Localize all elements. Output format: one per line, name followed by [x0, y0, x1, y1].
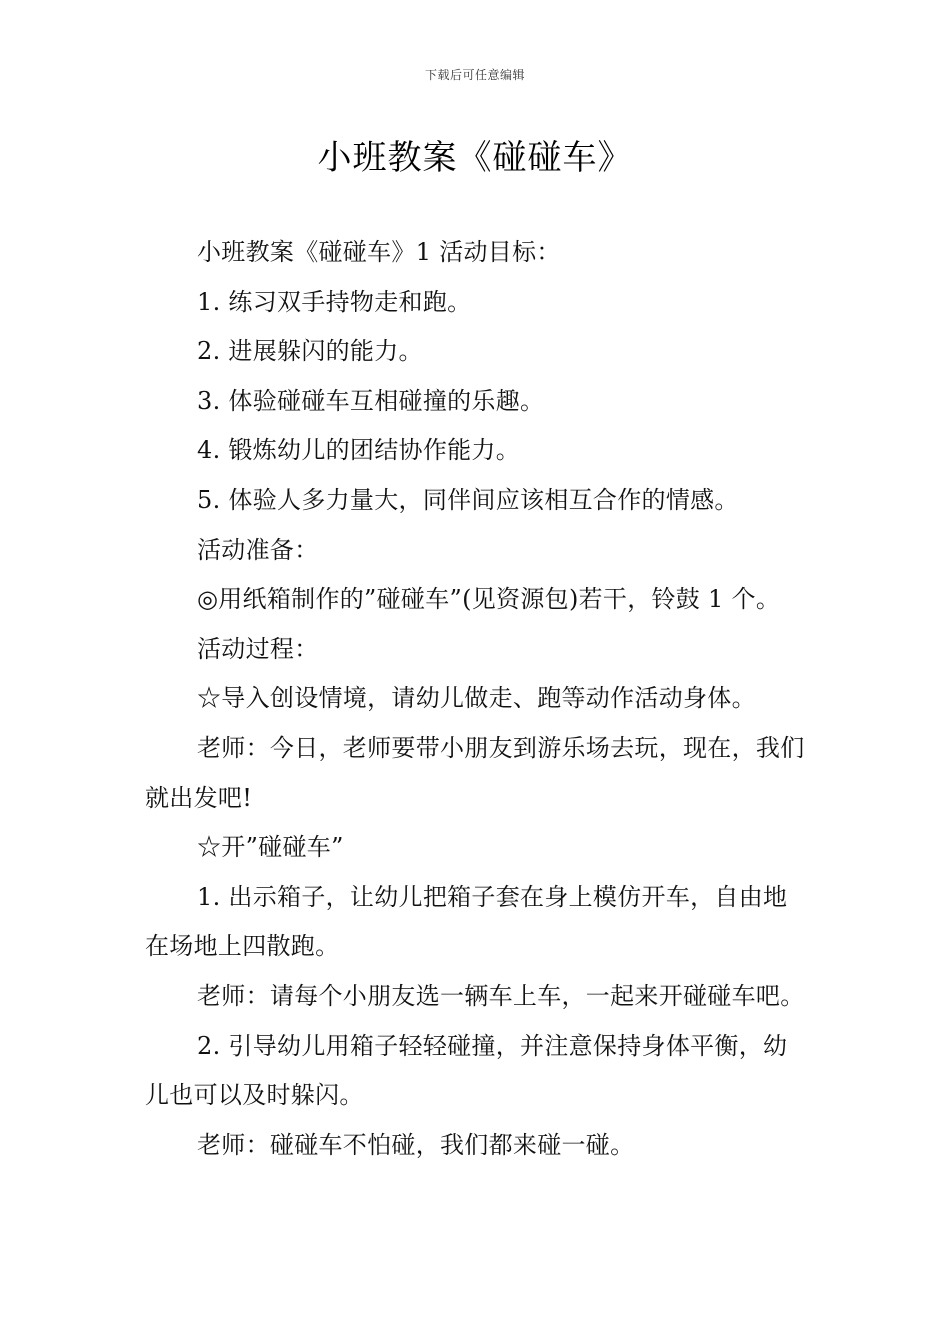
paragraph: 老师：碰碰车不怕碰，我们都来碰一碰。	[197, 1130, 635, 1159]
document-body	[145, 228, 810, 1170]
paragraph: 老师：今日，老师要带小朋友到游乐场去玩，现在，我们就出发吧!	[145, 733, 805, 812]
paragraph: 老师：请每个小朋友选一辆车上车，一起来开碰碰车吧。	[197, 981, 805, 1010]
paragraph: 3. 体验碰碰车互相碰撞的乐趣。	[197, 386, 545, 415]
paragraph: 小班教案《碰碰车》1 活动目标：	[197, 238, 561, 266]
paragraph: 2. 引导幼儿用箱子轻轻碰撞，并注意保持身体平衡，幼儿也可以及时躲闪。	[145, 1031, 788, 1110]
paragraph: ☆开”碰碰车”	[197, 833, 344, 862]
paragraph: 2. 进展躲闪的能力。	[197, 337, 423, 366]
paragraph: 1. 出示箱子，让幼儿把箱子套在身上模仿开车，自由地在场地上四散跑。	[145, 882, 788, 961]
paragraph: 4. 锻炼幼儿的团结协作能力。	[197, 436, 521, 465]
paragraph: ☆导入创设情境，请幼儿做走、跑等动作活动身体。	[197, 684, 756, 713]
paragraph: 活动过程：	[197, 634, 319, 663]
paragraph: 活动准备：	[197, 535, 319, 564]
paragraph: 5. 体验人多力量大，同伴间应该相互合作的情感。	[197, 485, 739, 514]
header-note: 下载后可任意编辑	[424, 68, 525, 82]
document-title: 小班教案《碰碰车》	[317, 138, 633, 178]
paragraph: 1. 练习双手持物走和跑。	[197, 287, 472, 316]
paragraph: ◎用纸箱制作的”碰碰车”(见资源包)若干，铃鼓 1 个。	[197, 585, 781, 614]
